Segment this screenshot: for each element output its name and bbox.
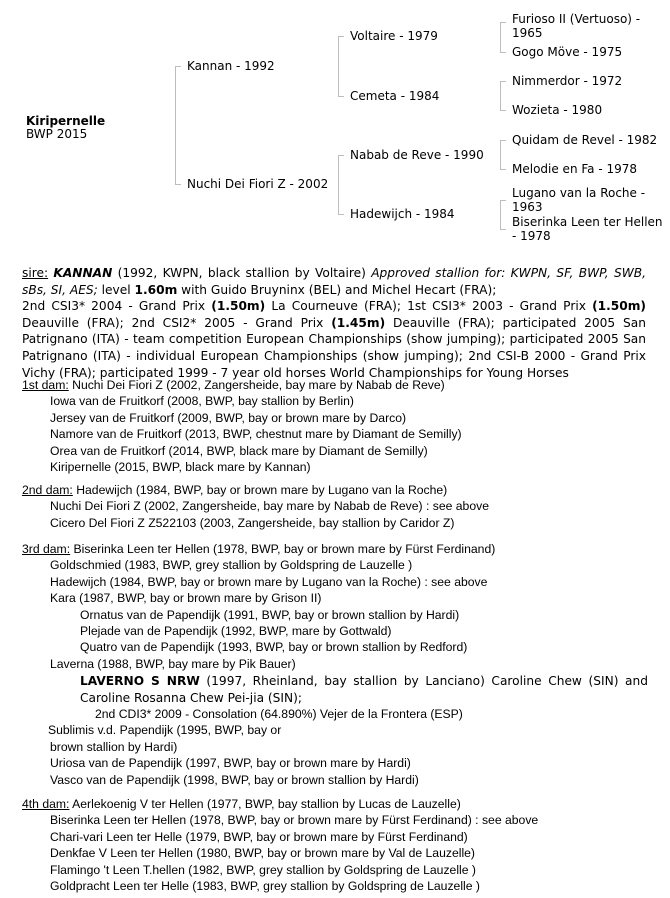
subject-name: Kiripernelle [26, 114, 106, 128]
bracket-tick [500, 229, 506, 230]
list-item: Jersey van de Fruitkorf (2009, BWP, bay or brown mare by Darco) [50, 410, 407, 425]
laverno-result: 2nd CDI3* 2009 - Consolation (64.890%) Vejer de la Frontera (ESP) [95, 707, 463, 722]
sire-name[interactable]: KANNAN [53, 266, 113, 280]
sire-label: sire: [22, 266, 49, 280]
list-item: Orea van de Fruitkorf (2014, BWP, black mare by Diamant de Semilly) [50, 443, 428, 458]
list-item: Uriosa van de Papendijk (1997, BWP, bay or brown mare by Hardi) [50, 756, 411, 771]
pedigree-ss-dam[interactable]: Gogo Möve - 1975 [512, 45, 623, 59]
list-item: Sublimis v.d. Papendijk (1995, BWP, bay or [48, 723, 282, 738]
bracket-tick [500, 200, 506, 201]
bracket-tick [175, 184, 181, 185]
sire-result-text: Deauville (FRA); participated 2005 San Patrignano (ITA) - team competition European Championships (show jumping); participated 2005 San Patrignano (ITA) - individual European Championships (show jumping); 2nd CSI-B 2000 - Grand Prix Vichy (FRA); participated 1999 - 7 year old horses World Championships for Young Horses [22, 315, 646, 380]
pedigree-ds-sire[interactable]: Quidam de Revel - 1982 [512, 133, 658, 147]
bracket-line [500, 22, 501, 52]
laverno-details: (1997, Rheinland, bay stallion by Lanciano) Caroline Chew (SIN) and Caroline Rosanna Chew Pei-jia (SIN); [80, 674, 648, 705]
list-item: Flamingo 't Leen T.hellen (1982, BWP, grey stallion by Goldspring de Lauzelle ) [50, 862, 476, 877]
bracket-tick [338, 155, 344, 156]
dam4-head: Aerlekoenig V ter Hellen (1977, BWP, bay stallion by Lucas de Lauzelle) [69, 797, 461, 811]
dam2-head: Hadewijch (1984, BWP, bay or brown mare by Lugano van la Roche) [72, 483, 448, 497]
list-item: Kiripernelle (2015, BWP, black mare by Kannan) [50, 460, 311, 475]
dam1-head: Nuchi Dei Fiori Z (2002, Zangersheide, bay mare by Nabab de Reve) [68, 378, 445, 392]
pedigree-sire[interactable]: Kannan - 1992 [187, 59, 275, 73]
pedigree-dd-dam[interactable]: Biserinka Leen ter Hellen - 1978 [512, 215, 663, 243]
list-item: Kara (1987, BWP, bay or brown mare by Grison II) [50, 591, 322, 606]
bracket-tick [338, 214, 344, 215]
dam3-section [22, 541, 652, 788]
sire-approved: Approved stallion for: KWPN, SF, BWP, SWB, sBs, SI, AES; [22, 266, 646, 297]
sire-riders: with Guido Bruyninx (BEL) and Michel Hecart (FRA); [177, 282, 497, 297]
pedigree-dam-dam[interactable]: Hadewijch - 1984 [350, 207, 455, 221]
pedigree-sd-dam[interactable]: Wozieta - 1980 [512, 103, 603, 117]
bracket-tick [175, 66, 181, 67]
bracket-tick [500, 140, 506, 141]
sire-section [22, 265, 646, 381]
bracket-line [500, 200, 501, 229]
dam4-section [22, 796, 652, 894]
list-item: Nuchi Dei Fiori Z (2002, Zangersheide, bay mare by Nabab de Reve) : see above [50, 499, 489, 514]
list-item-continuation: brown stallion by Hardi) [50, 739, 178, 754]
list-item: Namore van de Fruitkorf (2013, BWP, chestnut mare by Diamant de Semilly) [50, 427, 462, 442]
pedigree-sd-sire[interactable]: Nimmerdor - 1972 [512, 74, 623, 88]
dam3-label: 3rd dam: [22, 542, 71, 556]
dam2-label: 2nd dam: [22, 483, 73, 497]
dam1-section [22, 377, 652, 475]
pedigree-sire-sire[interactable]: Voltaire - 1979 [350, 29, 438, 43]
list-item: Chari-vari Leen ter Helle (1979, BWP, bay or brown mare by Fürst Ferdinand) [50, 829, 468, 844]
list-item: Quatro van de Papendijk (1993, BWP, bay or brown stallion by Redford) [80, 640, 468, 655]
sire-details: (1992, KWPN, black stallion by Voltaire) [112, 266, 372, 280]
pedigree-dd-sire[interactable]: Lugano van la Roche - 1963 [512, 186, 646, 214]
list-item: Iowa van de Fruitkorf (2008, BWP, bay stallion by Berlin) [50, 394, 354, 409]
bracket-line [338, 155, 339, 214]
pedigree-sire-dam[interactable]: Cemeta - 1984 [350, 89, 440, 103]
sire-result-height: (1.45m) [331, 315, 386, 330]
bracket-tick [500, 81, 506, 82]
pedigree-ds-dam[interactable]: Melodie en Fa - 1978 [512, 162, 638, 176]
bracket-tick [500, 22, 506, 23]
bracket-tick [500, 110, 506, 111]
bracket-line [338, 36, 339, 96]
sire-result-text: Deauville (FRA); 2nd CSI2* 2005 - Grand Prix [22, 315, 332, 330]
list-item: Vasco van de Papendijk (1998, BWP, bay or brown stallion by Hardi) [50, 772, 419, 787]
list-item: Cicero Del Fiori Z Z522103 (2003, Zangersheide, bay stallion by Caridor Z) [50, 515, 455, 530]
list-item: Goldschmied (1983, BWP, grey stallion by Goldspring de Lauzelle ) [50, 558, 413, 573]
dam4-label: 4th dam: [22, 797, 70, 811]
dam1-label: 1st dam: [22, 378, 69, 392]
bracket-tick [338, 36, 344, 37]
laverno-entry [22, 673, 648, 706]
pedigree-ss-sire[interactable]: Furioso II (Vertuoso) - 1965 [512, 12, 641, 40]
subject-horse [26, 115, 105, 141]
bracket-tick [500, 52, 506, 53]
bracket-tick [338, 96, 344, 97]
dam3-head: Biserinka Leen ter Hellen (1978, BWP, bay or brown mare by Fürst Ferdinand) [70, 542, 496, 556]
sire-level-prefix: level [97, 282, 135, 297]
laverno-name[interactable]: LAVERNO S NRW [80, 674, 200, 689]
bracket-tick [500, 169, 506, 170]
sire-result-height: (1.50m) [211, 299, 266, 314]
pedigree-dam[interactable]: Nuchi Dei Fiori Z - 2002 [187, 177, 329, 191]
pedigree-chart [0, 0, 670, 250]
bracket-line [175, 66, 176, 184]
bracket-line [500, 81, 501, 110]
list-item: Plejade van de Papendijk (1992, BWP, mare by Gottwald) [80, 624, 392, 639]
list-item: Hadewijch (1984, BWP, bay or brown mare by Lugano van la Roche) : see above [50, 574, 488, 589]
list-item: Goldpracht Leen ter Helle (1983, BWP, grey stallion by Goldspring de Lauzelle ) [50, 879, 480, 894]
bracket-line [500, 140, 501, 169]
list-item: Denkfae V Leen ter Hellen (1980, BWP, bay or brown mare by Val de Lauzelle) [50, 846, 475, 861]
list-item: Laverna (1988, BWP, bay mare by Pik Bauer) [50, 656, 296, 671]
sire-result-height: (1.50m) [592, 299, 646, 314]
sire-result-text: La Courneuve (FRA); 1st CSI3* 2003 - Grand Prix [265, 299, 593, 314]
sire-level: 1.60m [134, 282, 178, 297]
list-item: Biserinka Leen ter Hellen (1978, BWP, bay or brown mare by Fürst Ferdinand) : see above [50, 813, 539, 828]
list-item: Ornatus van de Papendijk (1991, BWP, bay or brown stallion by Hardi) [80, 607, 460, 622]
dam2-section [22, 482, 652, 531]
subject-studbook-year: BWP 2015 [26, 127, 88, 141]
sire-result-text: 2nd CSI3* 2004 - Grand Prix [22, 299, 212, 314]
pedigree-dam-sire[interactable]: Nabab de Reve - 1990 [350, 148, 484, 162]
